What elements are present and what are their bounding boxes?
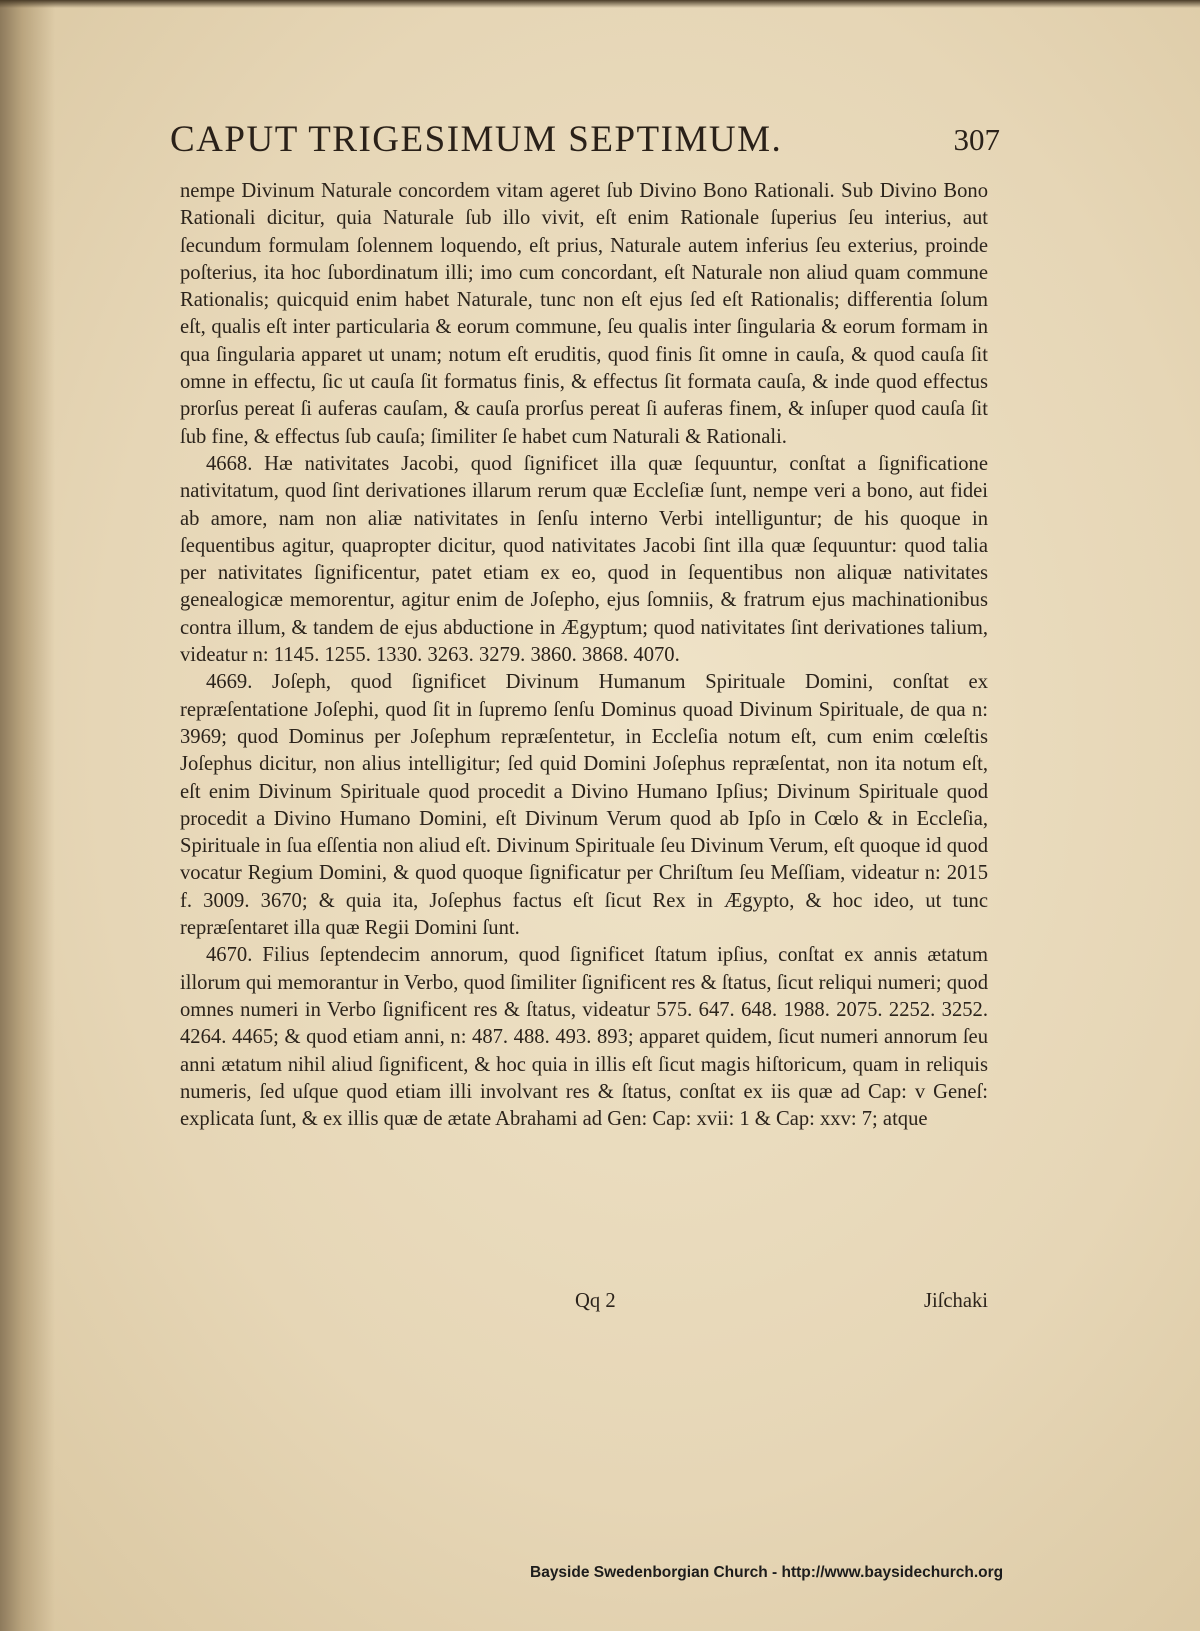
signature-mark: Qq 2 (575, 1290, 616, 1312)
top-edge-shadow (0, 0, 1200, 8)
running-head: CAPUT TRIGESIMUM SEPTIMUM. (170, 119, 783, 160)
catchword: Jiſchaki (923, 1290, 988, 1312)
page-foot-line (180, 1290, 988, 1320)
footer-credit: Bayside Swedenborgian Church - http://www.baysidechurch.org (530, 1564, 1004, 1581)
paragraph-4668: 4668. Hæ nativitates Jacobi, quod ſignificet illa quæ ſequuntur, conſtat a ſignificatione nativitatum, quod ſint derivationes illarum rerum quæ Eccleſiæ ſunt, nempe veri a bono, aut fidei ab amore, nam non aliæ nativitates in ſenſu interno Verbi intelliguntur; de his quoque in ſequentibus agitur, quapropter dicitur, quod nativitates Jacobi ſint illa quæ ſequuntur: quod talia per nativitates ſignificentur, patet etiam ex eo, quod in ſequentibus non aliquæ nativitates genealogicæ memorentur, agitur enim de Joſepho, ejus ſomniis, & fratrum ejus machinationibus contra illum, & tandem de ejus abductione in Ægyptum; quod nativitates ſint derivationes talium, videatur n: 1145. 1255. 1330. 3263. 3279. 3860. 3868. 4070. (180, 452, 988, 667)
paragraph-4670: 4670. Filius ſeptendecim annorum, quod ſignificet ſtatum ipſius, conſtat ex annis ætatum illorum qui memorantur in Verbo, quod ſimiliter ſignificent res & ſtatus, ſicut reliqui numeri; quod omnes numeri in Verbo ſignificent res & ſtatus, videatur 575. 647. 648. 1988. 2075. 2252. 3252. 4264. 4465; & quod etiam anni, n: 487. 488. 493. 893; apparet quidem, ſicut numeri annorum ſeu anni ætatum nihil aliud ſignificent, & hoc quia in illis eſt ſicut magis hiſtoricum, quam in reliquis numeris, ſed uſque quod etiam illi involvant res & ſtatus, conſtat ex iis quæ ad Cap: v Geneſ: explicata ſunt, & ex illis quæ de ætate Abrahami ad Gen: Cap: xvii: 1 & Cap: xxv: 7; atque (180, 944, 988, 1131)
paragraph-continuation: nempe Divinum Naturale concordem vitam ageret ſub Divino Bono Rationali. Sub Divino Bono Rationali dicitur, quia Naturale ſub illo vivit, eſt enim Rationale ſuperius ſeu interius, aut ſecundum formulam ſolennem loquendo, eſt prius, Naturale autem inferius ſeu exterius, proinde poſterius, ita hoc ſubordinatum illi; imo cum concordant, eſt Naturale non aliud quam commune Rationalis; quicquid enim habet Naturale, tunc non eſt ejus ſed eſt Rationalis; differentia ſolum eſt, qualis eſt inter particularia & eorum commune, ſeu qualis inter ſingularia & eorum formam in qua ſingularia apparet ut unam; notum eſt eruditis, quod finis ſit omne in cauſa, & quod cauſa ſit omne in effectu, ſic ut cauſa ſit formatus finis, & effectus ſit formata cauſa, & inde quod effectus prorſus pereat ſi auferas cauſam, & cauſa prorſus pereat ſi auferas finem, & inſuper quod cauſa ſit ſub fine, & effectus ſub cauſa; ſimiliter ſe habet cum Naturali & Rationali. (180, 180, 988, 448)
paragraph-4669: 4669. Joſeph, quod ſignificet Divinum Humanum Spirituale Domini, conſtat ex repræſentatione Joſephi, quod ſit in ſupremo ſenſu Dominus quoad Divinum Spirituale, de qua n: 3969; quod Dominus per Joſephum repræſentetur, in Eccleſia notum eſt, cum enim cœleſtis Joſephus dicitur, non alius intelligitur; ſed quid Domini Joſephus repræſentat, non ita notum eſt, eſt enim Divinum Spirituale quod procedit a Divino Humano Ipſius; Divinum Spirituale quod procedit a Divino Humano Domini, eſt Divinum Verum quod ab Ipſo in Cœlo & in Eccleſia, Spirituale in ſua eſſentia non aliud eſt. Divinum Spirituale ſeu Divinum Verum, eſt quoque id quod vocatur Regium Domini, & quod quoque ſignificatur per Chriſtum ſeu Meſſiam, videatur n: 2015 f. 3009. 3670; & quia ita, Joſephus factus eſt ſicut Rex in Ægypto, & hoc ideo, ut tunc repræſentaret illa quæ Regii Domini ſunt. (180, 671, 988, 940)
page-number: 307 (953, 122, 1000, 157)
body-text (180, 178, 988, 1133)
binding-gutter (0, 0, 55, 1631)
page-header (170, 118, 1000, 168)
